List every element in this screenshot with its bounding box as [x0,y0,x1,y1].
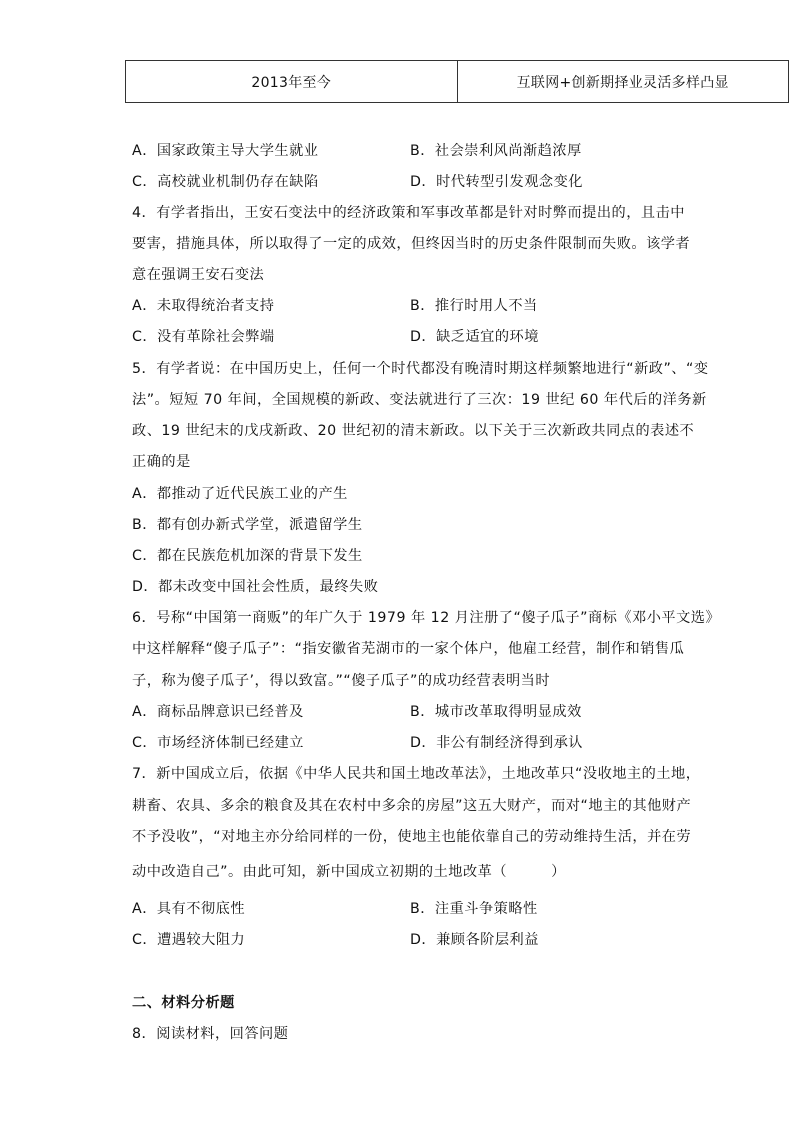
q4-stem-line-1: 4．有学者指出，王安石变法中的经济政策和军事改革都是针对时弊而提出的，且击中 [132,205,685,221]
q6-option-a: A．商标品牌意识已经普及 [132,704,304,720]
q7-option-d: D．兼顾各阶层利益 [410,932,539,948]
q6-option-d: D．非公有制经济得到承认 [410,735,583,751]
q3-option-a: A．国家政策主导大学生就业 [132,143,319,159]
q4-stem-line-3: 意在强调王安石变法 [132,267,265,283]
q6-stem-line-2: 中这样解释“傻子瓜子”：“指安徽省芜湖市的一家个体户，他雇工经营，制作和销售瓜 [132,641,685,657]
q7-option-a: A．具有不彻底性 [132,901,246,917]
period-table-row [125,60,789,103]
q5-stem-line-3: 政、19 世纪末的戊戌新政、20 世纪初的清末新政。以下关于三次新政共同点的表述不 [132,423,695,439]
q4-option-d: D．缺乏适宜的环境 [410,329,539,345]
section-2-title: 二、材料分析题 [132,995,235,1011]
q7-stem-line-3: 不予没收”，“对地主亦分给同样的一份，使地主也能依靠自己的劳动维持生活，并在劳 [132,829,692,845]
q4-option-c: C．没有革除社会弊端 [132,329,275,345]
q6-stem-line-3: 子，称为傻子瓜子’，得以致富。”“傻子瓜子”的成功经营表明当时 [132,673,551,689]
q7-stem-line-4: 动中改造自己”。由此可知，新中国成立初期的土地改革（ ） [132,864,566,880]
q4-option-b: B．推行时用人不当 [410,298,538,314]
q6-option-b: B．城市改革取得明显成效 [410,704,582,720]
q5-option-c: C．都在民族危机加深的背景下发生 [132,548,363,564]
q3-option-d: D．时代转型引发观念变化 [410,174,583,190]
q7-stem-line-1: 7．新中国成立后，依据《中华人民共和国土地改革法》，土地改革只“没收地主的土地， [132,766,701,782]
q7-option-c: C．遭遇较大阻力 [132,932,246,948]
q5-option-b: B．都有创办新式学堂，派遣留学生 [132,517,363,533]
q6-option-c: C．市场经济体制已经建立 [132,735,304,751]
q5-stem-line-4: 正确的是 [132,454,191,470]
description-cell: 互联网+创新期择业灵活多样凸显 [457,61,789,102]
q5-option-d: D．都未改变中国社会性质，最终失败 [132,579,379,595]
q5-option-a: A．都推动了近代民族工业的产生 [132,486,348,502]
q6-stem-line-1: 6．号称“中国第一商贩”的年广久于 1979 年 12 月注册了“傻子瓜子”商标《邓小平文选》 [132,610,721,626]
q4-option-a: A．未取得统治者支持 [132,298,275,314]
period-cell: 2013年至今 [251,74,332,91]
q3-option-c: C．高校就业机制仍存在缺陷 [132,174,319,190]
q8-stem: 8．阅读材料，回答问题 [132,1026,289,1042]
q7-option-b: B．注重斗争策略性 [410,901,538,917]
q7-stem-line-2: 耕畜、农具、多余的粮食及其在农村中多余的房屋”这五大财产，而对“地主的其他财产 [132,798,692,814]
q5-stem-line-1: 5．有学者说：在中国历史上，任何一个时代都没有晚清时期这样频繁地进行“新政”、“变 [132,361,709,377]
q5-stem-line-2: 法”。短短 70 年间，全国规模的新政、变法就进行了三次：19 世纪 60 年代后的洋务新 [132,392,707,408]
q3-option-b: B．社会崇利风尚渐趋浓厚 [410,143,582,159]
q4-stem-line-2: 要害，措施具体，所以取得了一定的成效，但终因当时的历史条件限制而失败。该学者 [132,236,691,252]
